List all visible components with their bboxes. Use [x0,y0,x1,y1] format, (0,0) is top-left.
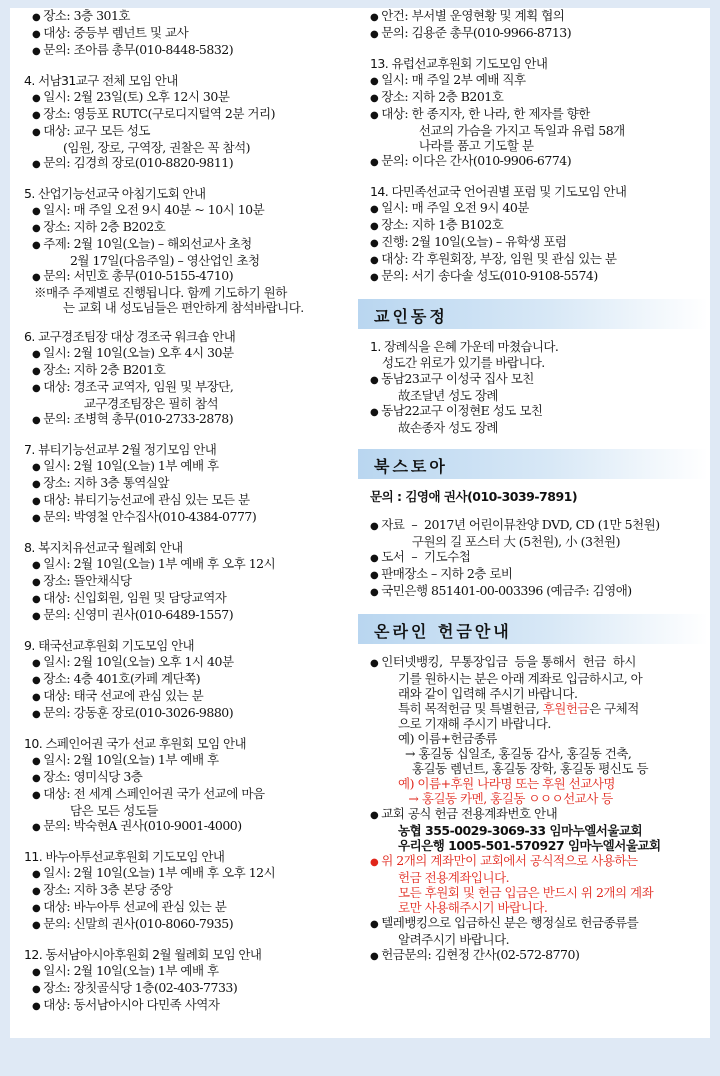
list-item [370,566,708,583]
item-text: 알려주시기 바랍니다. [398,932,510,947]
item-text: 대상: 전 세계 스페인어권 국가 선교에 마음 [43,786,265,801]
announcement-items [24,202,364,315]
item-text: 일시: 2월 10일(오늘) 오후 4시 30분 [43,345,234,360]
list-item [24,607,364,624]
announcement-items [24,654,364,722]
list-item [24,8,364,25]
list-item-continuation [370,761,708,776]
list-item [24,475,364,492]
bulletin-page [10,8,710,1038]
list-item [24,590,364,607]
list-item [370,853,708,870]
item-text: 장소: 영등포 RUTC(구로디지털역 2분 거리) [43,106,275,121]
list-item [370,106,708,123]
list-item-continuation [370,701,708,716]
item-text: (임원, 장로, 구역장, 권찰은 꼭 참석) [63,140,251,155]
item-text: 대상: 동서남아시아 다민족 사역자 [43,997,220,1012]
list-item [370,583,708,600]
list-item [370,89,708,106]
list-item-continuation [370,823,708,838]
list-item [24,654,364,671]
list-item [24,509,364,526]
list-item [24,345,364,362]
announcement-items [24,89,364,172]
announcement-section [24,947,364,1014]
item-text: 선교의 가슴을 가지고 독일과 유럽 58개 [398,123,625,138]
announcement-section [370,56,708,170]
announcement-section [370,184,708,285]
news-title: 1. 장례식을 은혜 가운데 마쳤습니다. [370,339,559,354]
list-item-continuation [24,285,364,300]
online-offering-list [370,654,708,964]
announcement-title: 8. 복지치유선교국 월례회 안내 [24,540,183,555]
list-item [24,997,364,1014]
item-text: 대상: 경조국 교역자, 임원 및 부장단, [43,379,234,394]
list-item [24,268,364,285]
news-title-2: 성도간 위로가 있기를 바랍니다. [382,355,545,370]
list-item-continuation [370,731,708,746]
announcement-section [24,849,364,933]
item-text: 래와 같이 입력해 주시기 바랍니다. [398,686,578,701]
list-item [24,411,364,428]
list-item-continuation [370,776,708,791]
announcement-items [24,963,364,1014]
item-text: 장소: 4층 401호(카페 계단쪽) [43,671,201,686]
announcement-items [370,200,708,285]
item-text: 일시: 매 주일 오전 9시 40분 [381,200,529,215]
announcement-section [24,73,364,172]
list-item [24,688,364,705]
item-text: 도서 – 기도수첩 [381,549,471,564]
item-text: 문의: 조병혁 총무(010-2733-2878) [43,411,234,426]
item-text: 장소: 지하 3층 통역실앞 [43,475,169,490]
item-text: 나라를 품고 기도할 분 [398,138,534,153]
announcement-section [24,638,364,722]
item-text: 문의: 김용준 총무(010-9966-8713) [381,25,572,40]
list-item-continuation [24,396,364,411]
list-item [24,202,364,219]
list-item-continuation [370,870,708,885]
item-text: 장소: 뜰안채식당 [43,573,132,588]
right-announcements [370,8,708,285]
list-item [370,72,708,89]
list-item-continuation [370,388,708,403]
list-item [24,155,364,172]
item-text: 장소: 지하 2층 B201호 [43,362,166,377]
right-column [370,8,708,964]
item-text: 일시: 2월 10일(오늘) 오후 1시 40분 [43,654,234,669]
list-item [370,403,708,420]
list-item [370,8,708,25]
list-item [24,42,364,59]
list-item-continuation [370,791,708,806]
item-text: 문의: 박숙현A 권사(010-9001-4000) [43,818,242,833]
list-item [24,89,364,106]
announcement-items [24,865,364,933]
item-text: 헌금 전용계좌입니다. [398,870,510,885]
item-text: 일시: 2월 10일(오늘) 1부 예배 후 [43,963,219,978]
item-text: 장소: 영미식당 3층 [43,769,143,784]
item-text: 일시: 매 주일 2부 예배 직후 [381,72,526,87]
list-item-continuation [370,716,708,731]
item-text: 로만 사용해주시기 바랍니다. [398,900,548,915]
list-item [370,234,708,251]
news-section [370,339,708,435]
list-item-continuation [370,900,708,915]
announcement-title: 6. 교구경조팀장 대상 경조국 워크숍 안내 [24,329,236,344]
item-text: 교구경조팀장은 필히 참석 [63,396,219,411]
list-item [24,786,364,803]
item-text: 으로 기재해 주시기 바랍니다. [398,716,551,731]
bookstore-heading: 북스토아 [374,457,448,476]
list-item [24,899,364,916]
list-item [24,123,364,140]
list-item [24,980,364,997]
list-item [24,769,364,786]
list-item-continuation [24,300,364,315]
item-text: 특히 목적헌금 및 특별헌금, [398,701,543,716]
list-item [24,752,364,769]
item-text: 예) 이름+후원 나라명 또는 후원 선교사명 [398,776,615,791]
announcement-title: 4. 서남31교구 전체 모임 안내 [24,73,178,88]
announcement-items [370,8,708,42]
list-item [24,362,364,379]
item-text: 는 교회 내 성도님들은 편안하게 참석바랍니다. [63,300,304,315]
list-item [24,458,364,475]
highlight-text: 후원헌금 [542,701,590,716]
item-text: 우리은행 1005-501-570927 임마누엘서울교회 [398,838,661,853]
item-text: 일시: 2월 10일(오늘) 1부 예배 후 오후 12시 [43,865,276,880]
announcement-section [24,186,364,315]
announcement-title: 14. 다민족선교국 언어권별 포럼 및 기도모임 안내 [370,184,627,199]
item-text: 대상: 뷰티기능선교에 관심 있는 모든 분 [43,492,250,507]
list-item [370,371,708,388]
announcement-items [24,752,364,835]
announcement-section [24,8,364,59]
online-heading-band [358,614,708,644]
item-text: 대상: 교구 모든 성도 [43,123,150,138]
item-text: 문의: 강동훈 장로(010-3026-9880) [43,705,234,720]
announcement-section [24,540,364,624]
announcement-title: 9. 태국선교후원회 기도모임 안내 [24,638,195,653]
announcement-title: 7. 뷰티기능선교부 2월 정기모임 안내 [24,442,217,457]
bookstore-contact: 문의 : 김영애 권사(010-3039-7891) [370,489,578,504]
list-item-continuation [370,838,708,853]
item-text: 장소: 지하 1층 B102호 [381,217,504,232]
item-text: 2월 17일(다음주일) – 영산업인 초청 [63,253,260,268]
list-item [24,916,364,933]
list-item [370,947,708,964]
item-text: 장소: 장칫골식당 1층(02-403-7733) [43,980,238,995]
item-text: 대상: 중등부 렘넌트 및 교사 [43,25,189,40]
list-item [370,251,708,268]
list-item-continuation [370,671,708,686]
list-item-continuation [370,534,708,549]
list-item [24,379,364,396]
list-item [24,705,364,722]
list-item [370,517,708,534]
list-item [370,654,708,671]
list-item [24,573,364,590]
item-text: 진행: 2월 10일(오늘) – 유학생 포럼 [381,234,567,249]
list-item-continuation [370,746,708,761]
item-text: 故손종자 성도 장례 [398,420,498,435]
news-heading-band [358,299,708,329]
item-text: 장소: 3층 301호 [43,8,131,23]
item-text: 기를 원하시는 분은 아래 계좌로 입금하시고, 아 [398,671,643,686]
announcement-section [24,442,364,526]
item-text: 텔레뱅킹으로 입금하신 분은 행정실로 헌금종류를 [381,915,639,930]
list-item [370,268,708,285]
item-text: 동남22교구 이정현E 성도 모친 [381,403,543,418]
list-item [24,556,364,573]
item-text: 담은 모든 성도들 [63,803,158,818]
item-text: 안건: 부서별 운영현황 및 계획 협의 [381,8,565,23]
list-item-continuation [370,420,708,435]
list-item [24,865,364,882]
item-text: 문의: 조아름 총무(010-8448-5832) [43,42,234,57]
item-text: 장소: 지하 2층 B202호 [43,219,166,234]
item-text-after: 은 구체적 [589,701,639,716]
item-text: 문의: 이다은 간사(010-9906-6774) [381,153,572,168]
item-text: 구원의 길 포스터 大 (5천원), 小 (3천원) [398,534,620,549]
news-list [370,371,708,435]
news-heading: 교인동정 [374,307,448,326]
item-text: 자료 – 2017년 어린이뮤찬양 DVD, CD (1만 5천원) [381,517,660,532]
bookstore-list [370,517,708,600]
list-item [370,217,708,234]
item-text: 모든 후원회 및 헌금 입금은 반드시 위 2개의 계좌 [398,885,654,900]
item-text: 대상: 한 종지자, 한 나라, 한 제자를 향한 [381,106,590,121]
list-item-continuation [370,932,708,947]
item-text: 대상: 태국 선교에 관심 있는 분 [43,688,204,703]
item-text: 국민은행 851401-00-003396 (예금주: 김영애) [381,583,632,598]
list-item [24,671,364,688]
item-text: 예) 이름+헌금종류 [398,731,497,746]
list-item-continuation [370,885,708,900]
list-item [370,549,708,566]
item-text: ※매주 주제별로 진행됩니다. 함께 기도하기 원하 [34,285,287,300]
item-text: 문의: 김경희 장로(010-8820-9811) [43,155,234,170]
bookstore-heading-band [358,449,708,479]
list-item-continuation [24,253,364,268]
item-text: 농협 355-0029-3069-33 임마누엘서울교회 [398,823,643,838]
announcement-items [24,458,364,526]
list-item [24,25,364,42]
item-text: 故조달년 성도 장례 [398,388,498,403]
list-item-continuation [370,123,708,138]
item-text: 장소: 지하 2층 B201호 [381,89,504,104]
announcement-items [24,556,364,624]
announcement-title: 5. 산업기능선교국 아침기도회 안내 [24,186,206,201]
item-text: 일시: 2월 10일(오늘) 1부 예배 후 [43,752,219,767]
list-item-continuation [370,686,708,701]
item-text: 문의: 서민호 총무(010-5155-4710) [43,268,234,283]
list-item [24,106,364,123]
item-text: 일시: 매 주일 오전 9시 40분 ~ 10시 10분 [43,202,265,217]
item-text: 인터넷뱅킹, 무통장입금 등을 통해서 헌금 하시 [381,654,636,669]
item-text: 대상: 신입회원, 임원 및 담당교역자 [43,590,227,605]
left-column [24,8,364,1028]
list-item [370,25,708,42]
list-item-continuation [24,803,364,818]
announcement-title: 10. 스페인어권 국가 선교 후원회 모임 안내 [24,736,246,751]
announcement-section [370,8,708,42]
online-heading: 온라인 헌금안내 [374,622,512,641]
item-text: 대상: 바누아투 선교에 관심 있는 분 [43,899,227,914]
item-text: → 홍길동 십일조, 홍길동 감사, 홍길동 건축, [398,746,632,761]
list-item [370,200,708,217]
announcement-items [370,72,708,170]
announcement-items [24,345,364,428]
list-item-continuation [24,140,364,155]
list-item [24,818,364,835]
item-text: 위 2개의 계좌만이 교회에서 공식적으로 사용하는 [381,853,638,868]
list-item [24,236,364,253]
list-item [24,219,364,236]
announcement-title: 12. 동서남아시아후원회 2월 월례회 모임 안내 [24,947,262,962]
list-item [370,915,708,932]
item-text: 동남23교구 이성국 집사 모친 [381,371,534,386]
item-text: 판매장소 – 지하 2층 로비 [381,566,513,581]
announcement-title: 11. 바누아투선교후원회 기도모임 안내 [24,849,225,864]
item-text: 일시: 2월 10일(오늘) 1부 예배 후 오후 12시 [43,556,276,571]
item-text: 교회 공식 헌금 전용계좌번호 안내 [381,806,558,821]
item-text: 홍길동 렘넌트, 홍길동 장학, 홍길동 평신도 등 [398,761,649,776]
list-item [370,153,708,170]
list-item [24,882,364,899]
item-text: → 홍길동 카멘, 홍길동 ㅇㅇㅇ선교사 등 [398,791,613,806]
list-item [24,963,364,980]
announcement-section [24,329,364,428]
item-text: 문의: 서기 송다솔 성도(010-9108-5574) [381,268,598,283]
item-text: 문의: 박영철 안수집사(010-4384-0777) [43,509,257,524]
item-text: 대상: 각 후원회장, 부장, 임원 및 관심 있는 분 [381,251,617,266]
list-item [24,492,364,509]
item-text: 일시: 2월 23일(토) 오후 12시 30분 [43,89,230,104]
list-item-continuation [370,138,708,153]
item-text: 문의: 신말희 권사(010-8060-7935) [43,916,234,931]
item-text: 장소: 지하 3층 본당 중앙 [43,882,173,897]
item-text: 주제: 2월 10일(오늘) – 해외선교사 초청 [43,236,252,251]
item-text: 문의: 신영미 권사(010-6489-1557) [43,607,234,622]
item-text: 헌금문의: 김현정 간사(02-572-8770) [381,947,580,962]
item-text: 일시: 2월 10일(오늘) 1부 예배 후 [43,458,219,473]
announcement-section [24,736,364,835]
announcement-title: 13. 유럽선교후원회 기도모임 안내 [370,56,548,71]
announcement-items [24,8,364,59]
list-item [370,806,708,823]
